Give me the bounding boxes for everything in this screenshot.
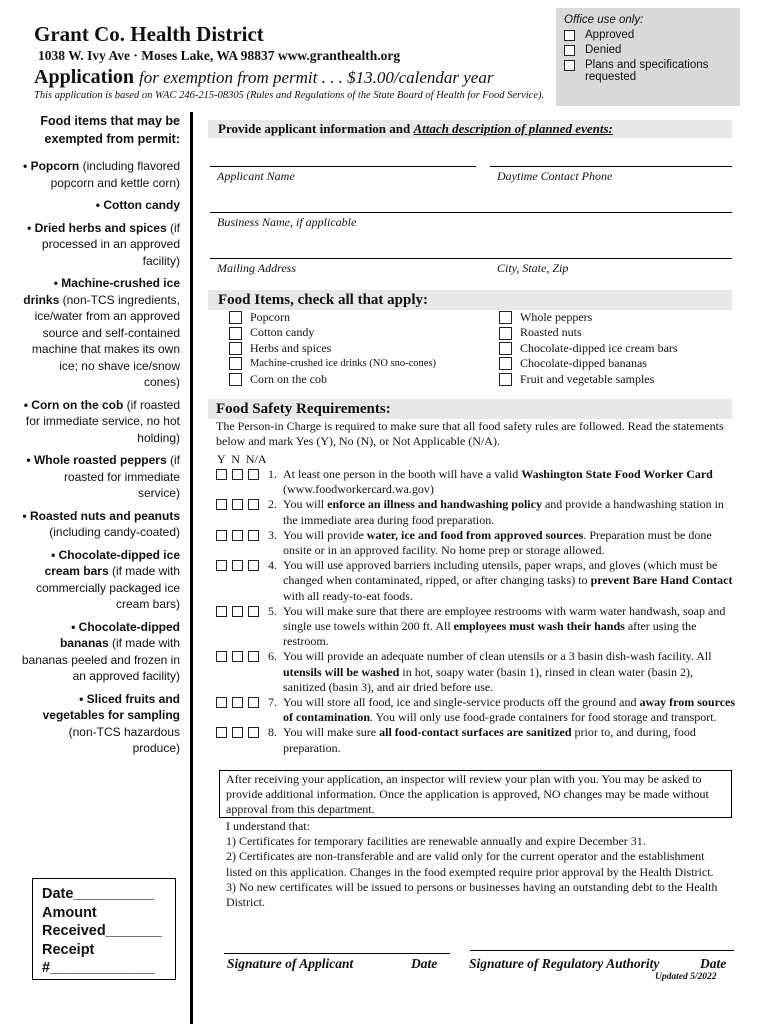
food-safety-heading: Food Safety Requirements: bbox=[208, 399, 732, 419]
rule-1-na-checkbox[interactable] bbox=[248, 469, 259, 480]
exempt-item: • Popcorn (including flavored popcorn and kettle corn) bbox=[20, 158, 180, 191]
rule-3-yes-checkbox[interactable] bbox=[216, 530, 227, 541]
fee-date: Date__________ bbox=[42, 886, 155, 902]
business-name-label: Business Name, if applicable bbox=[217, 215, 357, 229]
exempt-item: • Chocolate-dipped bananas (if made with bananas peeled and frozen in an approved facility) bbox=[20, 619, 180, 685]
approved-checkbox[interactable] bbox=[564, 30, 575, 41]
popcorn-checkbox[interactable] bbox=[229, 311, 242, 324]
phone-line[interactable] bbox=[490, 166, 732, 167]
safety-rule: 7. You will store all food, ice and single-service products off the ground and away from sources of contamination. You will only use food-grade containers for food storage and transport. bbox=[216, 695, 736, 725]
understanding-statements bbox=[226, 819, 731, 910]
denied-checkbox[interactable] bbox=[564, 45, 575, 56]
safety-rule: 4. You will use approved barriers including utensils, paper wraps, and gloves (which must be changed when contaminated, ripped, or after changing tasks) to prevent Bare Hand Contact with all ready-to-eat foods. bbox=[216, 558, 736, 604]
safety-rule: 5. You will make sure that there are employee restrooms with warm water handwash, soap and single use towels within 200 ft. All employees must wash their hands after using the restroom. bbox=[216, 604, 736, 650]
understand-point: 2) Certificates are non-transferable and are valid only for the current operator and the establishment listed on this application. Changes in the food exempted require prior approval by the Health District. bbox=[226, 849, 714, 879]
rule-3-na-checkbox[interactable] bbox=[248, 530, 259, 541]
fee-receipt: Receipt bbox=[42, 941, 95, 958]
exempt-item: • Machine-crushed ice drinks (non-TCS ingredients, ice/water from an approved source and self-contained machine that makes its own ice; no shave ice/snow cones) bbox=[20, 275, 180, 391]
rule-8-yes-checkbox[interactable] bbox=[216, 727, 227, 738]
rule-6-na-checkbox[interactable] bbox=[248, 651, 259, 662]
rule-4-yes-checkbox[interactable] bbox=[216, 560, 227, 571]
approved-label: Approved bbox=[585, 29, 635, 41]
food-items-heading: Food Items, check all that apply: bbox=[208, 290, 732, 310]
fruit-veg-checkbox[interactable] bbox=[499, 373, 512, 386]
exempt-foods-heading: Food items that may be exempted from permit: bbox=[40, 114, 180, 146]
rule-5-no-checkbox[interactable] bbox=[232, 606, 243, 617]
rule-8-no-checkbox[interactable] bbox=[232, 727, 243, 738]
rule-4-na-checkbox[interactable] bbox=[248, 560, 259, 571]
plans-requested-checkbox[interactable] bbox=[564, 60, 575, 71]
exempt-item: • Roasted nuts and peanuts (including candy-coated) bbox=[20, 508, 180, 541]
city-state-zip-label: City, State, Zip bbox=[497, 261, 569, 275]
denied-label: Denied bbox=[585, 44, 622, 56]
rule-4-no-checkbox[interactable] bbox=[232, 560, 243, 571]
rule-5-na-checkbox[interactable] bbox=[248, 606, 259, 617]
exempt-item: • Cotton candy bbox=[20, 197, 180, 214]
title-bold: Application bbox=[34, 66, 135, 88]
rule-2-no-checkbox[interactable] bbox=[232, 499, 243, 510]
corn-checkbox[interactable] bbox=[229, 373, 242, 386]
exempt-item: • Chocolate-dipped ice cream bars (if made with commercially packaged ice cream bars) bbox=[20, 547, 180, 613]
business-name-line[interactable] bbox=[210, 212, 732, 213]
cotton-candy-checkbox[interactable] bbox=[229, 327, 242, 340]
updated-note: Updated 5/2022 bbox=[655, 972, 717, 982]
exempt-item: • Dried herbs and spices (if processed in an approved facility) bbox=[20, 220, 180, 270]
rule-7-na-checkbox[interactable] bbox=[248, 697, 259, 708]
rule-6-no-checkbox[interactable] bbox=[232, 651, 243, 662]
fee-box bbox=[32, 878, 176, 980]
food-items-left: Popcorn Cotton candy Herbs and spices Machine-crushed ice drinks (NO sno-cones) Corn on the cob bbox=[229, 310, 436, 387]
fee-amount: Amount bbox=[42, 904, 97, 921]
bananas-checkbox[interactable] bbox=[499, 357, 512, 370]
title-rest: for exemption from permit . . . $13.00/calendar year bbox=[139, 68, 494, 87]
rule-7-yes-checkbox[interactable] bbox=[216, 697, 227, 708]
rule-5-yes-checkbox[interactable] bbox=[216, 606, 227, 617]
rule-6-yes-checkbox[interactable] bbox=[216, 651, 227, 662]
rule-2-na-checkbox[interactable] bbox=[248, 499, 259, 510]
whole-peppers-checkbox[interactable] bbox=[499, 311, 512, 324]
rule-2-yes-checkbox[interactable] bbox=[216, 499, 227, 510]
fee-receipt-number: #_____________ bbox=[42, 960, 155, 976]
ice-drinks-checkbox[interactable] bbox=[229, 357, 242, 370]
applicant-name-label: Applicant Name bbox=[217, 169, 295, 183]
exempt-foods-column bbox=[20, 112, 180, 763]
exempt-item: • Sliced fruits and vegetables for sampling (non-TCS hazardous produce) bbox=[20, 691, 180, 757]
rule-3-no-checkbox[interactable] bbox=[232, 530, 243, 541]
applicant-info-heading: Provide applicant information and Attach description of planned events: bbox=[208, 120, 732, 138]
phone-label: Daytime Contact Phone bbox=[497, 169, 613, 183]
rule-1-yes-checkbox[interactable] bbox=[216, 469, 227, 480]
safety-rule: 3. You will provide water, ice and food from approved sources. Preparation must be done onsite or in an approved facility. No home prep or storage allowed. bbox=[216, 528, 736, 558]
safety-rule: 1. At least one person in the booth will have a valid Washington State Food Worker Card (www.foodworkercard.wa.gov) bbox=[216, 467, 736, 497]
applicant-signature-label: Signature of Applicant bbox=[227, 956, 354, 971]
understand-point: 1) Certificates for temporary facilities are renewable annually and expire December 31. bbox=[226, 834, 646, 849]
mailing-address-line[interactable] bbox=[210, 258, 732, 259]
yes-no-na-header: Y N N/A bbox=[217, 452, 267, 466]
applicant-signature-line[interactable] bbox=[224, 953, 450, 954]
authority-date-label: Date bbox=[700, 956, 727, 971]
ice-cream-bars-checkbox[interactable] bbox=[499, 342, 512, 355]
rule-7-no-checkbox[interactable] bbox=[232, 697, 243, 708]
safety-rule: 6. You will provide an adequate number of clean utensils or a 3 basin dish-wash facility. All utensils will be washed in hot, soapy water (basin 1), rinsed in clean water (basin 2), sanitized (basin 3), and air dried before use. bbox=[216, 649, 736, 695]
fee-received: Received_______ bbox=[42, 923, 163, 939]
wac-note: This application is based on WAC 246-215-08305 (Rules and Regulations of the State Board of Health for Food Service). bbox=[34, 90, 545, 101]
applicant-date-label: Date bbox=[411, 956, 438, 971]
office-use-title: Office use only: bbox=[564, 14, 644, 26]
food-items-right: Whole peppers Roasted nuts Chocolate-dipped ice cream bars Chocolate-dipped bananas Fruit and vegetable samples bbox=[499, 310, 678, 387]
column-divider bbox=[190, 112, 193, 1024]
plans-requested-label: Plans and specifications requested bbox=[585, 59, 709, 83]
org-name: Grant Co. Health District bbox=[34, 22, 264, 46]
understand-intro: I understand that: bbox=[226, 819, 310, 833]
authority-signature-line[interactable] bbox=[470, 950, 734, 951]
mailing-address-label: Mailing Address bbox=[217, 261, 297, 275]
herbs-spices-checkbox[interactable] bbox=[229, 342, 242, 355]
safety-rules bbox=[216, 467, 736, 756]
roasted-nuts-checkbox[interactable] bbox=[499, 327, 512, 340]
applicant-name-line[interactable] bbox=[210, 166, 476, 167]
exempt-item: • Whole roasted peppers (if roasted for immediate service) bbox=[20, 452, 180, 502]
office-use-box bbox=[556, 8, 740, 106]
rule-8-na-checkbox[interactable] bbox=[248, 727, 259, 738]
org-address: 1038 W. Ivy Ave · Moses Lake, WA 98837 www.granthealth.org bbox=[38, 48, 401, 63]
rule-1-no-checkbox[interactable] bbox=[232, 469, 243, 480]
application-title bbox=[34, 66, 493, 89]
review-notice-box: After receiving your application, an inspector will review your plan with you. You may be asked to provide additional information. Once the application is approved, NO changes may be made without approval from this department. bbox=[219, 770, 732, 818]
authority-signature-label: Signature of Regulatory Authority bbox=[469, 956, 660, 971]
safety-rule: 2. You will enforce an illness and handwashing policy and provide a handwashing station in the immediate area during food preparation. bbox=[216, 497, 736, 527]
understand-point: 3) No new certificates will be issued to persons or businesses having an outstanding debt to the Health District. bbox=[226, 879, 718, 910]
food-safety-intro: The Person-in Charge is required to make sure that all food safety rules are followed. Read the statements below and mark Yes (Y), No (N), or Not Applicable (N/A). bbox=[216, 419, 724, 448]
exempt-item: • Corn on the cob (if roasted for immediate service, no hot holding) bbox=[20, 397, 180, 447]
safety-rule: 8. You will make sure all food-contact surfaces are sanitized prior to, and during, food preparation. bbox=[216, 725, 736, 755]
